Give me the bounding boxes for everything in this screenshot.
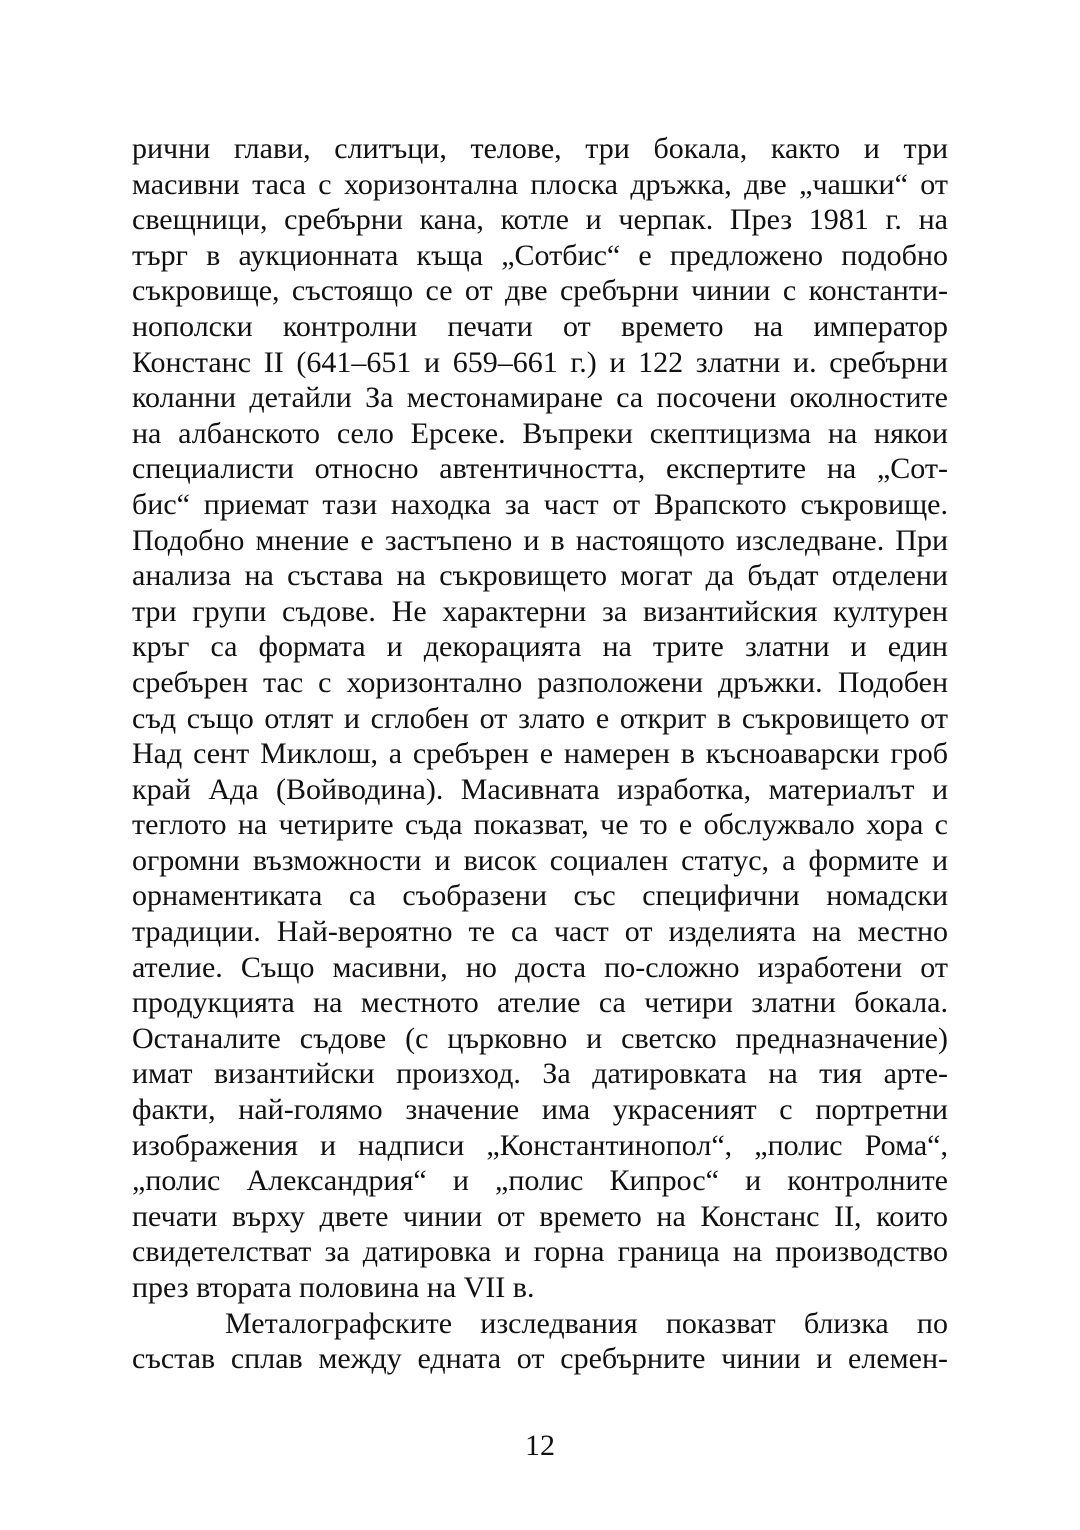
text-line: бис“ приемат тази находка за част от Врапското съкровище.	[132, 487, 948, 521]
text-line: състав сплав между едната от сребърните чинии и елемен-	[132, 1342, 948, 1376]
text-line: теглото на четирите съда показват, че то е обслужвало хора с	[132, 808, 948, 842]
text-line: нополски контролни печати от времето на император	[132, 309, 948, 343]
text-line: съкровище, състоящо се от две сребърни чинии с константи-	[132, 274, 948, 308]
text-line: изображения и надписи „Константинопол“, „полис Рома“,	[132, 1128, 948, 1162]
text-line: орнаментиката са съобразени със специфични номадски	[132, 879, 948, 913]
text-line: сребърен тас с хоризонтално разположени дръжки. Подобен	[132, 665, 948, 699]
text-line: съд също отлят и сглобен от злато е открит в съкровището от	[132, 701, 948, 735]
text-line: масивни таса с хоризонтална плоска дръжка, две „чашки“ от	[132, 167, 948, 201]
text-line: Над сент Миклош, а сребърен е намерен в късноаварски гроб	[132, 737, 948, 771]
text-line: Констанс II (641–651 и 659–661 г.) и 122 златни и. сребърни	[132, 345, 948, 379]
text-line: ателие. Също масивни, но доста по-сложно изработени от	[132, 950, 948, 984]
text-line: специалисти относно автентичността, експертите на „Сот-	[132, 452, 948, 486]
text-line: кръг са формата и декорацията на трите златни и един	[132, 630, 948, 664]
text-line: коланни детайли За местонамиране са посочени околностите	[132, 381, 948, 415]
text-line: факти, най-голямо значение има украсеният с портретни	[132, 1093, 948, 1127]
text-line: традиции. Най-вероятно те са част от изделията на местно	[132, 915, 948, 949]
text-line: край Ада (Войводина). Масивната изработка, материалът и	[132, 772, 948, 806]
text-line: рични глави, слитъци, телове, три бокала, както и три	[132, 132, 948, 165]
text-line: огромни възможности и висок социален статус, а формите и	[132, 843, 948, 877]
text-line: Подобно мнение е застъпено и в настоящото изследване. При	[132, 523, 948, 557]
text-line: имат византийски произход. За датировката на тия арте-	[132, 1057, 948, 1091]
page-number: 12	[525, 1429, 555, 1462]
text-line: печати върху двете чинии от времето на Констанс II, които	[132, 1199, 948, 1233]
paragraph-end-line: през втората половина на VII в.	[132, 1271, 535, 1304]
text-line: продукцията на местното ателие са четири златни бокала.	[132, 986, 948, 1020]
text-line: три групи съдове. Не характерни за византийския културен	[132, 594, 948, 628]
text-line: „полис Александрия“ и „полис Кипрос“ и контролните	[132, 1164, 948, 1198]
text-line: на албанското село Ерсеке. Въпреки скептицизма на някои	[132, 416, 948, 450]
text-line: свидетелстват за датировка и горна граница на производство	[132, 1235, 948, 1269]
paragraph-start-line: Металографските изследвания показват близка по	[225, 1306, 948, 1340]
text-line: анализа на състава на съкровището могат да бъдат отделени	[132, 559, 948, 593]
body-text	[132, 131, 948, 1377]
text-line: търг в аукционната къща „Сотбис“ е предложено подобно	[132, 238, 948, 272]
text-line: свещници, сребърни кана, котле и черпак. През 1981 г. на	[132, 203, 948, 237]
text-line: Останалите съдове (с църковно и светско предназначение)	[132, 1021, 948, 1055]
